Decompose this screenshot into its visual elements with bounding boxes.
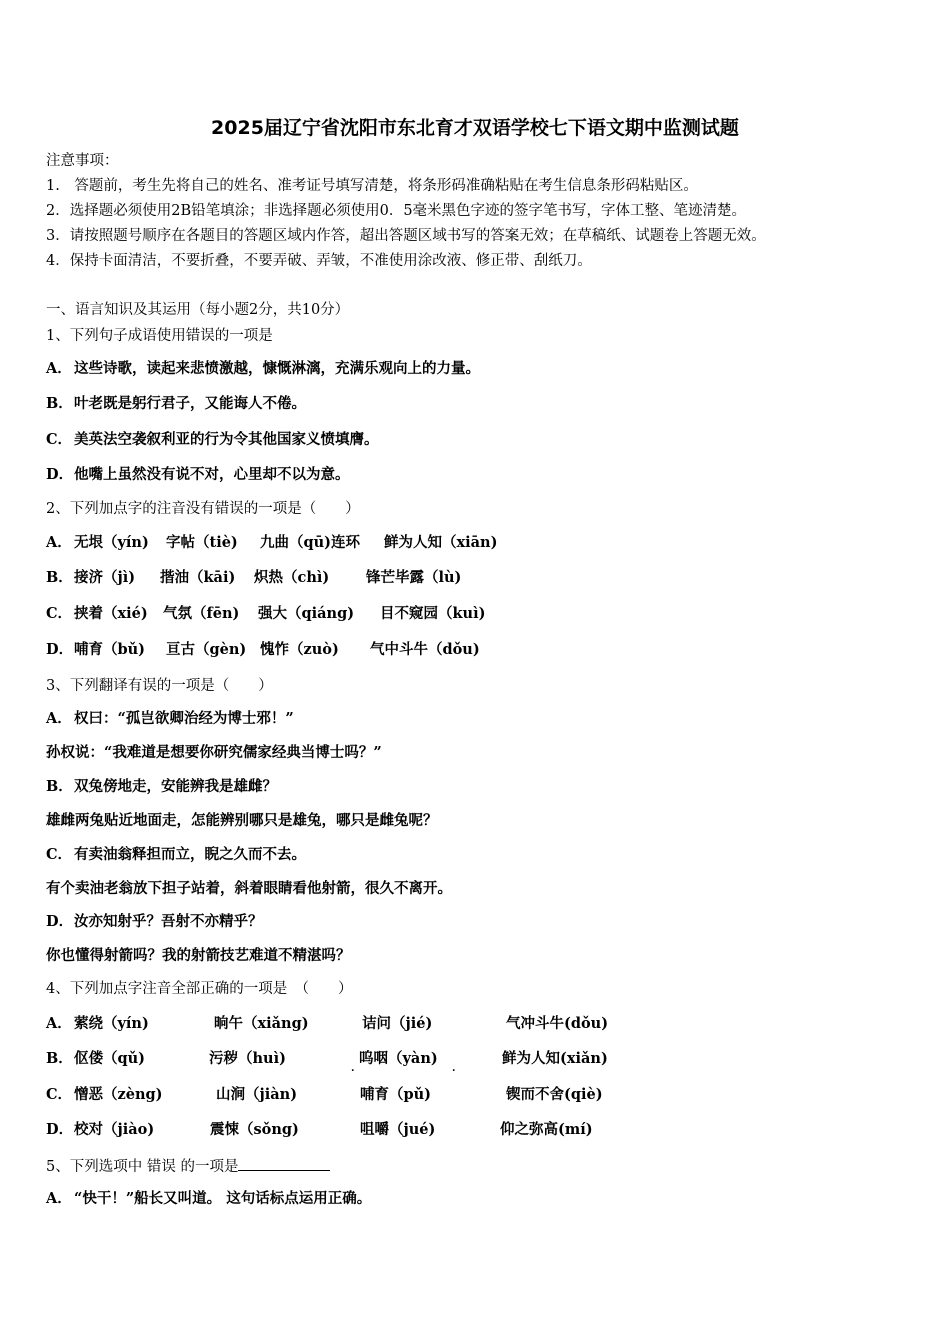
- pinyin-item: 锲而不舍(qiè): [506, 1086, 603, 1103]
- pinyin-item: 哺育（bǔ): [74, 641, 146, 658]
- pinyin-item: 无垠（yín): [74, 534, 149, 551]
- question-stem: 4、下列加点字注音全部正确的一项是 （ ）: [46, 981, 353, 997]
- page-title: 2025届辽宁省沈阳市东北育才双语学校七下语文期中监测试题: [211, 117, 739, 139]
- question-stem-text: 5、下列选项中 错误 的一项是: [46, 1159, 239, 1175]
- option-label: D．: [46, 913, 74, 930]
- option-translation: 你也懂得射箭吗？我的射箭技艺难道不精湛吗？: [46, 947, 351, 964]
- question-option: [46, 1049, 926, 1074]
- question-option: [46, 1085, 926, 1105]
- pinyin-item: 接济（jì): [74, 569, 136, 586]
- option-label: D．: [46, 1121, 74, 1138]
- pinyin-item: 萦绕（yín): [74, 1015, 149, 1032]
- pinyin-item: 污秽（huì): [209, 1050, 286, 1067]
- notice-item: 3．请按照题号顺序在各题目的答题区域内作答，超出答题区域书写的答案无效；在草稿纸、试题卷上答题无效。: [46, 228, 766, 244]
- question-option: [46, 912, 926, 932]
- question-option: [46, 533, 926, 553]
- pinyin-item: 仰之弥高(mí): [500, 1121, 593, 1138]
- question-stem: 1、下列句子成语使用错误的一项是: [46, 328, 273, 344]
- emphasis-dot-icon: .: [452, 1063, 456, 1074]
- option-text: 他嘴上虽然没有说不对，心里却不以为意。: [74, 466, 350, 483]
- pinyin-item: 字帖（tiè): [166, 534, 238, 551]
- pinyin-item: 憎恶（zèng): [74, 1086, 163, 1103]
- question-option: [46, 709, 926, 729]
- option-text: 有卖油翁释担而立，睨之久而不去。: [74, 846, 306, 863]
- option-label: C．: [46, 846, 73, 863]
- notice-heading: 注意事项：: [46, 153, 119, 169]
- option-label: C．: [46, 605, 73, 622]
- option-label: D．: [46, 466, 74, 483]
- pinyin-item: 震悚（sǒng): [210, 1121, 299, 1138]
- option-text: 叶老既是躬行君子，又能诲人不倦。: [74, 395, 306, 412]
- option-text: 双兔傍地走，安能辨我是雄雌？: [74, 778, 277, 795]
- pinyin-item: 哺育（pǔ): [360, 1086, 432, 1103]
- question-option: [46, 604, 926, 624]
- pinyin-item: 咀嚼（jué): [360, 1121, 436, 1138]
- pinyin-item: 伛偻（qǔ): [74, 1050, 146, 1067]
- notice-item: 4．保持卡面清洁，不要折叠，不要弄破、弄皱，不准使用涂改液、修正带、刮纸刀。: [46, 253, 592, 269]
- emphasis-dot-icon: .: [351, 1063, 355, 1074]
- option-label: C．: [46, 431, 73, 448]
- option-translation: 孙权说：“我难道是想要你研究儒家经典当博士吗？”: [46, 744, 382, 761]
- option-label: B．: [46, 778, 73, 795]
- option-text: “快干！”船长又叫道。 这句话标点运用正确。: [74, 1190, 372, 1207]
- option-text: 这些诗歌，读起来悲愤激越，慷慨淋漓，充满乐观向上的力量。: [74, 360, 480, 377]
- question-stem: 2、下列加点字的注音没有错误的一项是（ ）: [46, 501, 360, 517]
- pinyin-item: 气中斗牛（dǒu): [370, 641, 480, 658]
- pinyin-item: 愧怍（zuò): [260, 641, 339, 658]
- question-option: [46, 1014, 926, 1034]
- pinyin-item: 诘问（jié): [362, 1015, 433, 1032]
- pinyin-item: 呜咽（yàn): [359, 1050, 438, 1067]
- pinyin-item: 九曲（qū)连环: [260, 534, 361, 551]
- option-label: C．: [46, 1086, 73, 1103]
- section-heading: 一、语言知识及其运用（每小题2分，共10分）: [46, 302, 350, 318]
- option-label: A．: [46, 1015, 72, 1032]
- pinyin-item: 炽热（chì): [254, 569, 330, 586]
- option-label: A．: [46, 710, 72, 727]
- question-stem: 3、下列翻译有误的一项是（ ）: [46, 678, 273, 694]
- pinyin-item: 气冲斗牛(dǒu): [506, 1015, 609, 1032]
- question-option: [46, 394, 926, 414]
- question-option: [46, 1120, 926, 1140]
- notice-item: 2．选择题必须使用2B铅笔填涂；非选择题必须使用0．5毫米黑色字迹的签字笔书写，字体工整、笔迹清楚。: [46, 203, 747, 219]
- answer-blank: [238, 1156, 330, 1171]
- question-option: [46, 568, 926, 588]
- pinyin-item: 晌午（xiǎng): [214, 1015, 309, 1032]
- option-label: B．: [46, 395, 73, 412]
- question-stem: [46, 1156, 330, 1177]
- pinyin-item: 鲜为人知（xiān): [384, 534, 498, 551]
- option-label: A．: [46, 534, 72, 551]
- notice-item: 1. 答题前，考生先将自己的姓名、准考证号填写清楚，将条形码准确粘贴在考生信息条形码粘贴区。: [46, 178, 698, 194]
- question-option: [46, 1189, 926, 1209]
- question-option: [46, 640, 926, 660]
- option-text: 美英法空袭叙利亚的行为令其他国家义愤填膺。: [74, 431, 379, 448]
- option-label: D．: [46, 641, 74, 658]
- option-label: A．: [46, 1190, 72, 1207]
- pinyin-item: 挟着（xié): [74, 605, 148, 622]
- pinyin-item: 山涧（jiàn): [216, 1086, 298, 1103]
- option-text: 汝亦知射乎？吾射不亦精乎？: [74, 913, 263, 930]
- question-option: [46, 465, 926, 485]
- question-option: [46, 845, 926, 865]
- pinyin-item: 校对（jiào): [74, 1121, 155, 1138]
- pinyin-item: 揩油（kāi): [160, 569, 236, 586]
- pinyin-item: 目不窥园（kuì): [380, 605, 486, 622]
- question-option: [46, 777, 926, 797]
- option-label: A．: [46, 360, 72, 377]
- question-option: [46, 430, 926, 450]
- option-translation: 有个卖油老翁放下担子站着，斜着眼睛看他射箭，很久不离开。: [46, 880, 452, 897]
- option-text: 权曰：“孤岂欲卿治经为博士邪！”: [74, 710, 294, 727]
- pinyin-item: 气氛（fēn): [163, 605, 240, 622]
- pinyin-item: 锋芒毕露（lù): [366, 569, 462, 586]
- option-label: B．: [46, 1050, 73, 1067]
- pinyin-item: 亘古（gèn): [166, 641, 247, 658]
- pinyin-item: 强大（qiáng): [258, 605, 355, 622]
- option-translation: 雄雌两兔贴近地面走，怎能辨别哪只是雄兔，哪只是雌兔呢？: [46, 812, 438, 829]
- pinyin-item: 鲜为人知(xiǎn): [502, 1050, 608, 1067]
- option-label: B．: [46, 569, 73, 586]
- question-option: [46, 359, 926, 379]
